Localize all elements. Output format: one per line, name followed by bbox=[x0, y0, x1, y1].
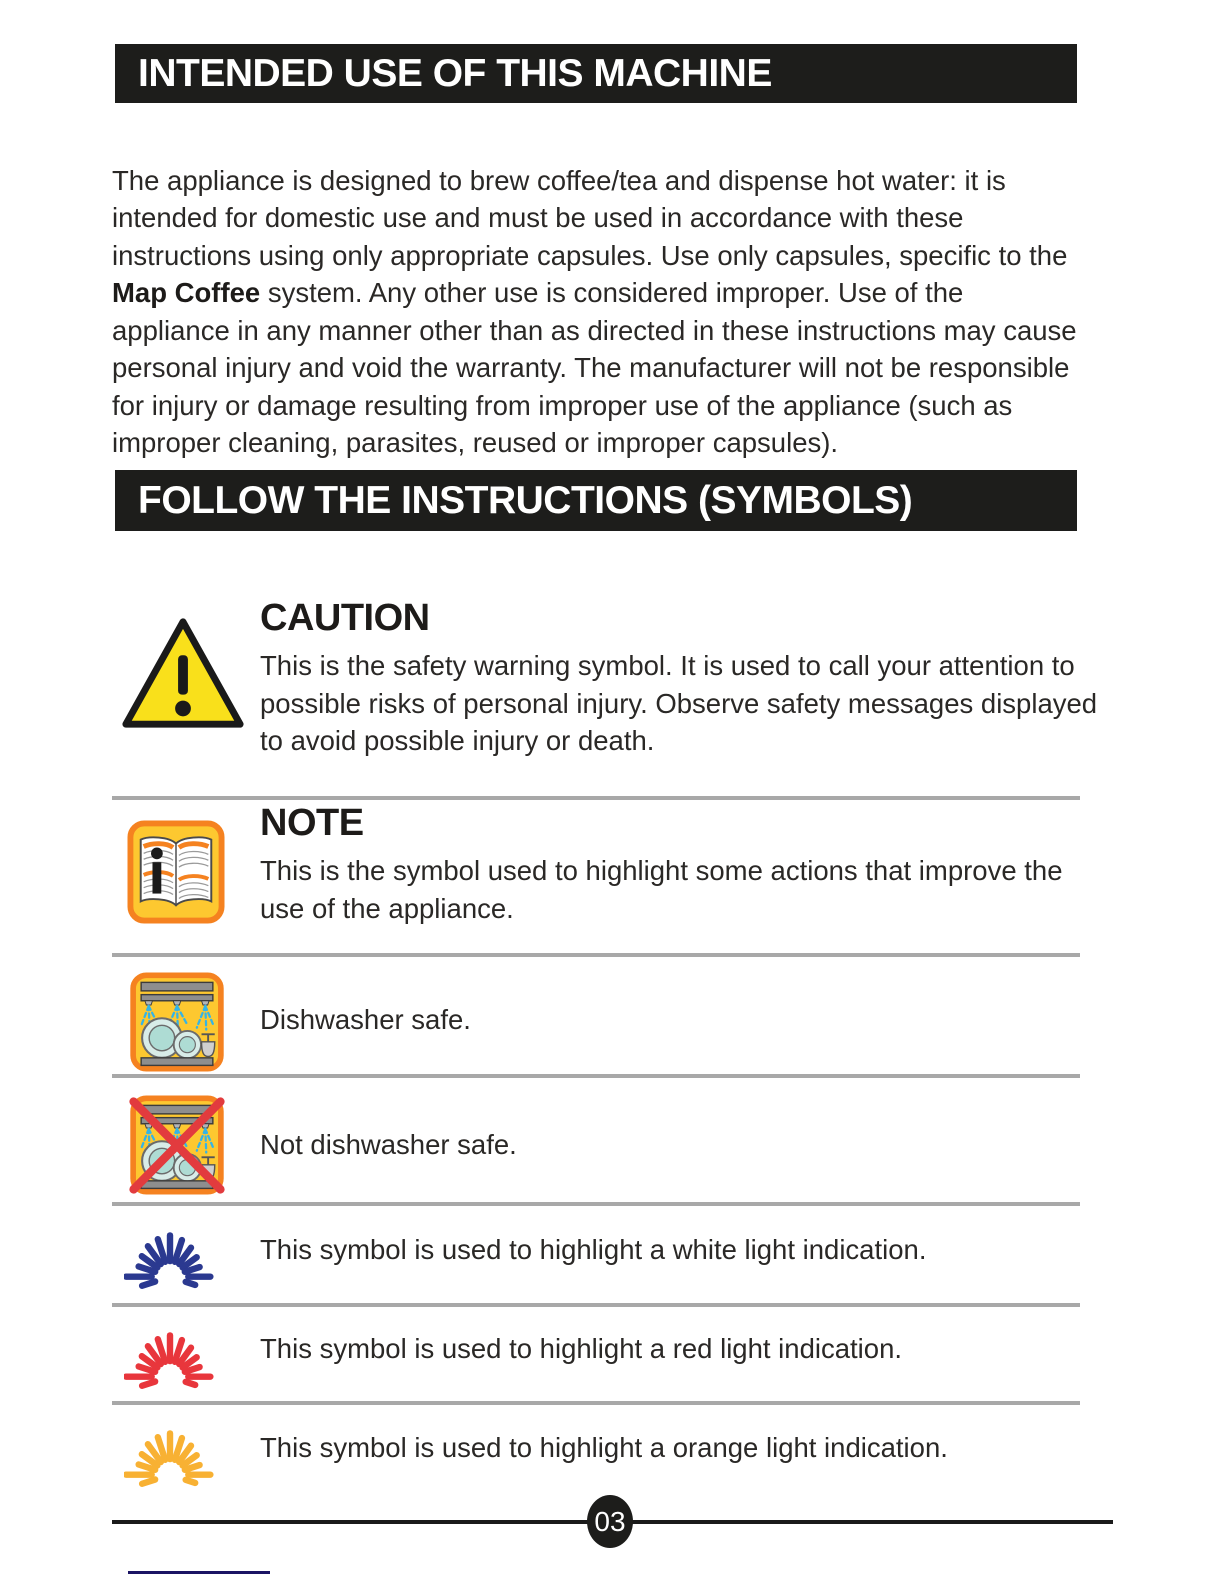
section-title: INTENDED USE OF THIS MACHINE bbox=[138, 51, 772, 95]
paragraph-text: The appliance is designed to brew coffee/tea and dispense hot water: it is intended for domestic use and must be used in accordance with these instructions using only appropriate capsules. Use only capsules, specific to the bbox=[112, 164, 1068, 271]
section-title: FOLLOW THE INSTRUCTIONS (SYMBOLS) bbox=[138, 478, 913, 522]
footer-blue-underline bbox=[128, 1571, 270, 1574]
page-number: 03 bbox=[594, 1505, 626, 1537]
red-light-text: This symbol is used to highlight a red light indication. bbox=[260, 1333, 903, 1364]
red-light-icon bbox=[124, 1318, 216, 1395]
divider bbox=[112, 1303, 1080, 1307]
white-light-text: This symbol is used to highlight a white light indication. bbox=[260, 1234, 927, 1265]
section-header-symbols bbox=[115, 470, 1077, 531]
note-book-icon bbox=[127, 820, 225, 924]
not-dishwasher-safe-text: Not dishwasher safe. bbox=[260, 1129, 517, 1160]
orange-light-text: This symbol is used to highlight a orange light indication. bbox=[260, 1432, 948, 1463]
caution-heading: CAUTION bbox=[260, 597, 430, 639]
note-heading: NOTE bbox=[260, 802, 364, 844]
warning-triangle-icon bbox=[118, 612, 248, 734]
divider bbox=[112, 1074, 1080, 1078]
divider bbox=[112, 953, 1080, 957]
divider bbox=[112, 1202, 1080, 1206]
divider bbox=[112, 1401, 1080, 1405]
divider bbox=[112, 796, 1080, 800]
not-dishwasher-safe-icon bbox=[128, 1095, 226, 1195]
white-light-icon bbox=[124, 1218, 216, 1295]
page-number-badge bbox=[587, 1495, 633, 1548]
paragraph-text-continued: system. Any other use is considered improper. Use of the appliance in any manner other than as directed in these instructions may cause personal injury and void the warranty. The manufacturer will not be responsible for injury or damage resulting from improper use of the appliance (such as improper cleaning, parasites, reused or improper capsules). bbox=[112, 277, 1077, 458]
brand-name: Map Coffee bbox=[112, 277, 261, 308]
caution-text: This is the safety warning symbol. It is used to call your attention to possible risks of personal injury. Observe safety messages displayed to avoid possible injury or death. bbox=[260, 650, 1098, 756]
dishwasher-safe-text: Dishwasher safe. bbox=[260, 1004, 471, 1035]
note-text: This is the symbol used to highlight some actions that improve the use of the appliance. bbox=[260, 855, 1063, 924]
intended-use-paragraph bbox=[112, 162, 1080, 462]
orange-light-icon bbox=[124, 1416, 216, 1493]
dishwasher-safe-icon bbox=[128, 972, 226, 1072]
section-header-intended-use bbox=[115, 44, 1077, 103]
